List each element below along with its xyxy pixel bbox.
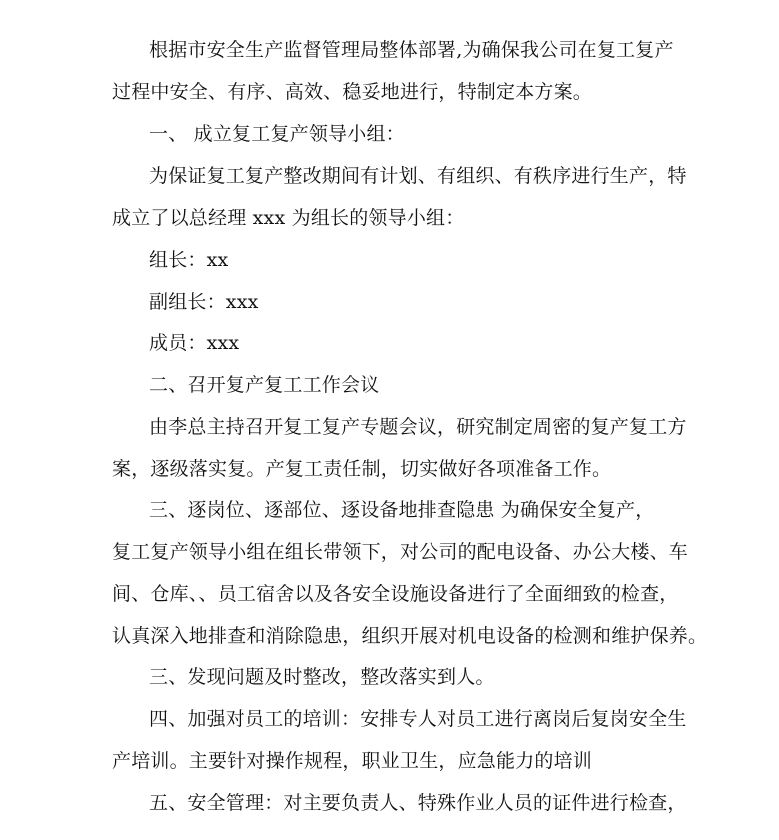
section-heading: 一、 成立复工复产领导小组： <box>149 123 405 145</box>
text-line: 复工复产领导小组在组长带领下，对公司的配电设备、办公大楼、车 <box>112 541 689 563</box>
section-heading: 五、安全管理：对主要负责人、特殊作业人员的证件进行检查， <box>149 792 687 814</box>
text-line: 产培训。主要针对操作规程，职业卫生，应急能力的培训 <box>112 750 593 772</box>
text-line: 根据市安全生产监督管理局整体部署,为确保我公司在复工复产 <box>149 39 674 61</box>
section-heading: 三、发现问题及时整改，整改落实到人。 <box>149 666 495 688</box>
text-line: 副组长：xxx <box>149 291 259 313</box>
text-line: 认真深入地排查和消除隐患，组织开展对机电设备的检测和维护保养。 <box>112 625 708 647</box>
text-line: 成员：xxx <box>149 332 240 354</box>
text-line: 组长：xx <box>149 249 229 271</box>
text-line: 案，逐级落实复。产复工责任制，切实做好各项准备工作。 <box>112 458 612 480</box>
section-heading: 四、加强对员工的培训：安排专人对员工进行离岗后复岗安全生 <box>149 708 687 730</box>
section-heading: 二、召开复产复工工作会议 <box>149 374 380 396</box>
text-line: 过程中安全、有序、高效、稳妥地进行，特制定本方案。 <box>112 81 593 103</box>
text-line: 间、仓库、、员工宿舍以及各安全设施设备进行了全面细致的检查， <box>112 583 679 605</box>
text-line: 由李总主持召开复工复产专题会议，研究制定周密的复产复工方 <box>149 416 687 438</box>
section-heading: 三、逐岗位、逐部位、逐设备地排查隐患 为确保安全复产， <box>149 499 655 521</box>
text-line: 为保证复工复产整改期间有计划、有组织、有秩序进行生产，特 <box>149 165 687 187</box>
text-line: 成立了以总经理 xxx 为组长的领导小组： <box>112 207 465 229</box>
